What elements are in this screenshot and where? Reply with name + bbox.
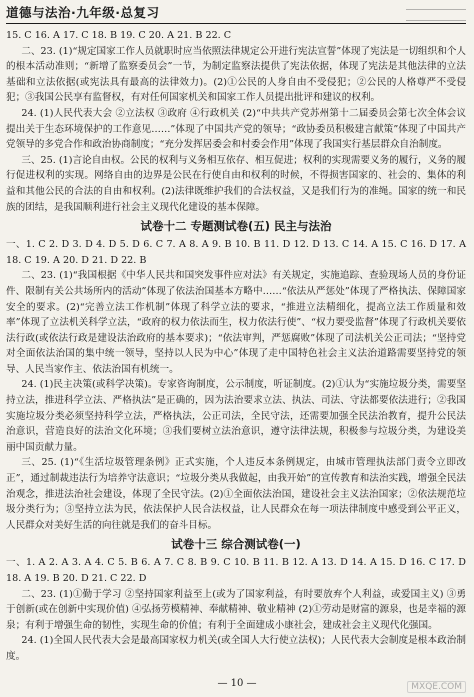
answer-body xyxy=(6,28,466,665)
header-title: 道德与法治·九年级·总复习 xyxy=(6,5,160,20)
answer-paragraph: 二、23. (1)①勤于学习 ②坚持国家利益至上(或为了国家利益，有时要放弃个人利益，或爱国主义) ③勇于创新(或在创新中实现价值) ④弘扬劳模精神、奉献精神、敬业精神 (2)①劳动是财富的源泉，也是幸福的源泉；有利于增强生命的韧性，实现生命的价值；有利于全面建成小康社会，建成社会主义现代化强国。 xyxy=(6,588,466,631)
answer-paragraph: 三、25. (1)言论自由权。公民的权利与义务相互依存、相互促进；权利的实现需要义务的履行，义务的履行促进权利的实现。网络自由的边界是公民在行使自由和权利的时候，不得损害国家的、社会的、集体的利益和其他公民的合法的自由和权利。(2)法律既维护我们的合法权益，又是我们行为的准绳。国家的统一和民族的团结，是我国顺利进行社会主义现代化建设的基本保障。 xyxy=(6,154,466,213)
answer-paragraph: 15. C 16. A 17. C 18. B 19. C 20. A 21. B 22. C xyxy=(6,30,232,41)
section-heading: 试卷十三 综合测试卷(一) xyxy=(171,537,301,552)
header-ornament xyxy=(406,9,466,21)
answer-paragraph: 二、23. (1)“规定国家工作人员就职时应当依照法律规定公开进行宪法宣誓”体现了宪法是一切组织和个人的根本活动准则；“新增了监察委员会”一节，为制定监察法提供了宪法依据，体现了宪法是其他法律的立法基础和立法依据(或宪法具有最高的法律效力)。(2)①公民的人身自由不受侵犯；②公民的人格尊严不受侵犯；③我国公民享有监督权，有对任何国家机关和国家工作人员提出批评和建议的权利。 xyxy=(6,45,467,104)
answer-paragraph: 24. (1)民主决策(或科学决策)。专家咨询制度，公示制度，听证制度。(2)①认为“实施垃圾分类，需要坚持立法，推进科学立法、严格执法”是正确的，因为法治要求立法、执法、司法、守法都要依法进行；②我国实施垃圾分类必须坚持科学立法，严格执法，公正司法，全民守法，还需要加强全民法治教育，提升公民法治意识，营造良好的法治文化环境；③我们要树立法治意识，遵守法律法规，积极参与垃圾分类，为建设美丽中国贡献力量。 xyxy=(6,379,466,453)
answer-paragraph: 一、1. C 2. D 3. D 4. D 5. D 6. C 7. A 8. A 9. B 10. B 11. D 12. D 13. C 14. A 15. C 16. D 17. A 18. C 19. A 20. D 21. D 22. B xyxy=(6,239,466,266)
answer-paragraph: 二、23. (1)“我国根据《中华人民共和国突发事件应对法》有关规定，实施追踪、查验现场人员的身份证件、限制有关公共场所内的活动”体现了依法治国基本方略中……“依法从严惩处”体现了严格执法、保障国家安全的要求。(2)“完善立法工作机制”体现了科学立法的要求，“推进立法精细化，提高立法工作质量和效率”体现了立法机关科学立法，“政府的权力依法而生，权力依法行使”、“权力要受监督”体现了行政机关要依法行政(或依法行政是建设法治政府的基本要求)；“依法审判，严惩腐败”体现了司法机关公正司法；“坚持党对全面依法治国的集中统一领导，坚持以人民为中心”体现了走中国特色社会主义法治道路需要坚持党的领导、人民当家作主、依法治国有机统一。 xyxy=(6,270,466,375)
answer-paragraph: 一、1. A 2. A 3. A 4. C 5. B 6. A 7. C 8. B 9. C 10. B 11. B 12. A 13. D 14. A 15. D 16. C 17. D 18. A 19. B 20. D 21. C 22. D xyxy=(6,557,466,584)
section-heading: 试卷十二 专题测试卷(五) 民主与法治 xyxy=(140,219,332,234)
page-number: — 10 — xyxy=(217,678,257,689)
answer-paragraph: 24. (1)全国人民代表大会是最高国家权力机关(或全国人大行使立法权)；人民代表大会制度是根本政治制度。 xyxy=(6,635,466,662)
answer-paragraph: 三、25. (1)“《生活垃圾管理条例》正式实施，个人违反本条例规定，由城市管理执法部门责令立即改正”，通过制裁违法行为培养守法意识；“垃圾分类从我做起，由我开始”的宣传教育和法治实践，增强全民法治观念，推进法治社会建设，体现了全民守法。(2)①全面依法治国，建设社会主义法治国家；②依法规范垃圾分类行为；③坚持立法为民，依法保护人民合法权益，让人民群众在每一项法律制度中感受到公平正义，人民群众对美好生活的向往就是我们的奋斗目标。 xyxy=(6,457,466,531)
watermark-stamp: MXQE.COM xyxy=(407,681,466,693)
answer-paragraph: 24. (1)人民代表大会 ②立法权 ③政府 ④行政机关 (2)“中共共产党苏州第十二届委员会第七次全体会议提出关于生态环境保护的工作意见……”体现了中国共产党的领导；“政协委员积极建言献策”体现了中国共产党领导的多党合作和政治协商制度；“充分发挥居委会和村委会作用”体现了我国实行基层群众自治制度。 xyxy=(6,107,466,151)
running-header xyxy=(6,4,466,24)
